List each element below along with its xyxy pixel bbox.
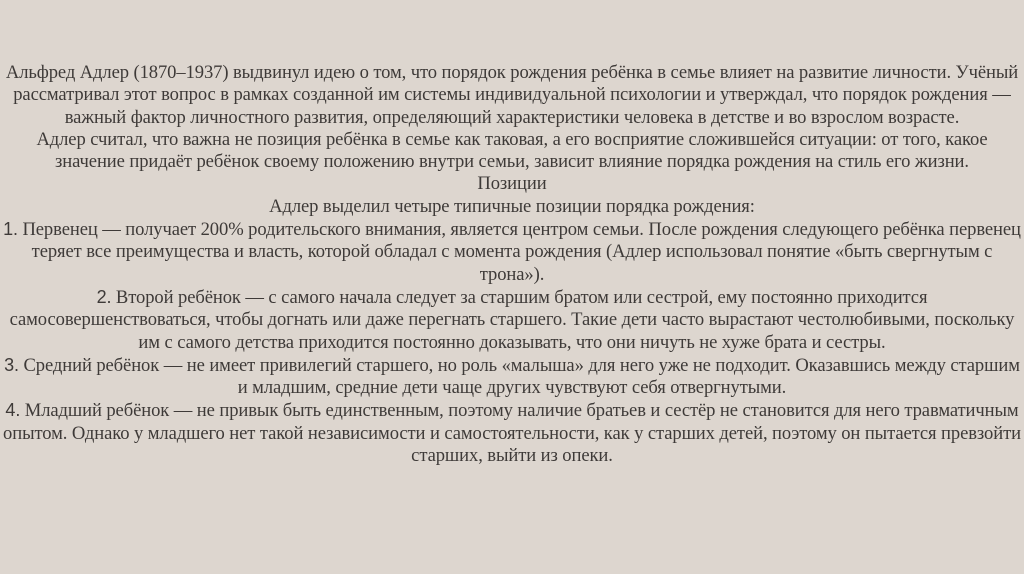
slide-text-block: [0, 62, 1024, 467]
intro-paragraph-1: Альфред Адлер (1870–1937) выдвинул идею о том, что порядок рождения ребёнка в семье влияет на развитие личности. Учёный рассматривал этот вопрос в рамках созданной им системы индивидуальной психологии и утверждал, что порядок рождения — важный фактор личностного развития, определяющий характеристики человека в детстве и во взрослом возрасте.: [5, 62, 1019, 128]
list-lead: Адлер выделил четыре типичные позиции порядка рождения:: [269, 195, 755, 217]
list-item-firstborn: [0, 218, 1024, 286]
section-heading: Позиции: [477, 173, 547, 195]
list-item-youngest-child: [0, 399, 1024, 467]
list-number: 1.: [3, 219, 18, 240]
list-number: 2.: [96, 286, 112, 307]
list-number: 3.: [4, 354, 19, 375]
intro-paragraph-2: Адлер считал, что важна не позиция ребёнка в семье как таковая, а его восприятие сложившейся ситуации: от того, какое значение придаёт ребёнок своему положению внутри семьи, зависит влияние порядка рождения на стиль его жизни.: [36, 128, 988, 173]
list-item-text: Младший ребёнок — не привык быть единственным, поэтому наличие братьев и сестёр не становится для него травматичным опытом. Однако у младшего нет такой независимости и самостоятельности, как у старших детей, поэтому он пытается превзойти старших, выйти из опеки.: [3, 400, 1021, 467]
list-number: 4.: [5, 400, 21, 421]
list-item-second-child: [0, 286, 1024, 354]
list-item-text: Первенец — получает 200% родительского внимания, является центром семьи. После рождения следующего ребёнка первенец теряет все преимущества и власть, которой обладал с момента рождения (Адлер использовал понятие «быть свергнутым с трона»).: [17, 219, 1021, 285]
list-item-middle-child: [0, 354, 1024, 400]
list-item-text: Средний ребёнок — не имеет привилегий старшего, но роль «малыша» для него уже не подходит. Оказавшись между старшим и младшим, средние дети чаще других чувствуют себя отвергнутыми.: [18, 354, 1020, 399]
list-item-text: Второй ребёнок — с самого начала следует за старшим братом или сестрой, ему постоянно приходится самосовершенствоваться, чтобы догнать или даже перегнать старшего. Такие дети часто вырастают честолюбивыми, поскольку им с самого детства приходится постоянно доказывать, что они ничуть не хуже брата и сестры.: [9, 286, 1015, 353]
